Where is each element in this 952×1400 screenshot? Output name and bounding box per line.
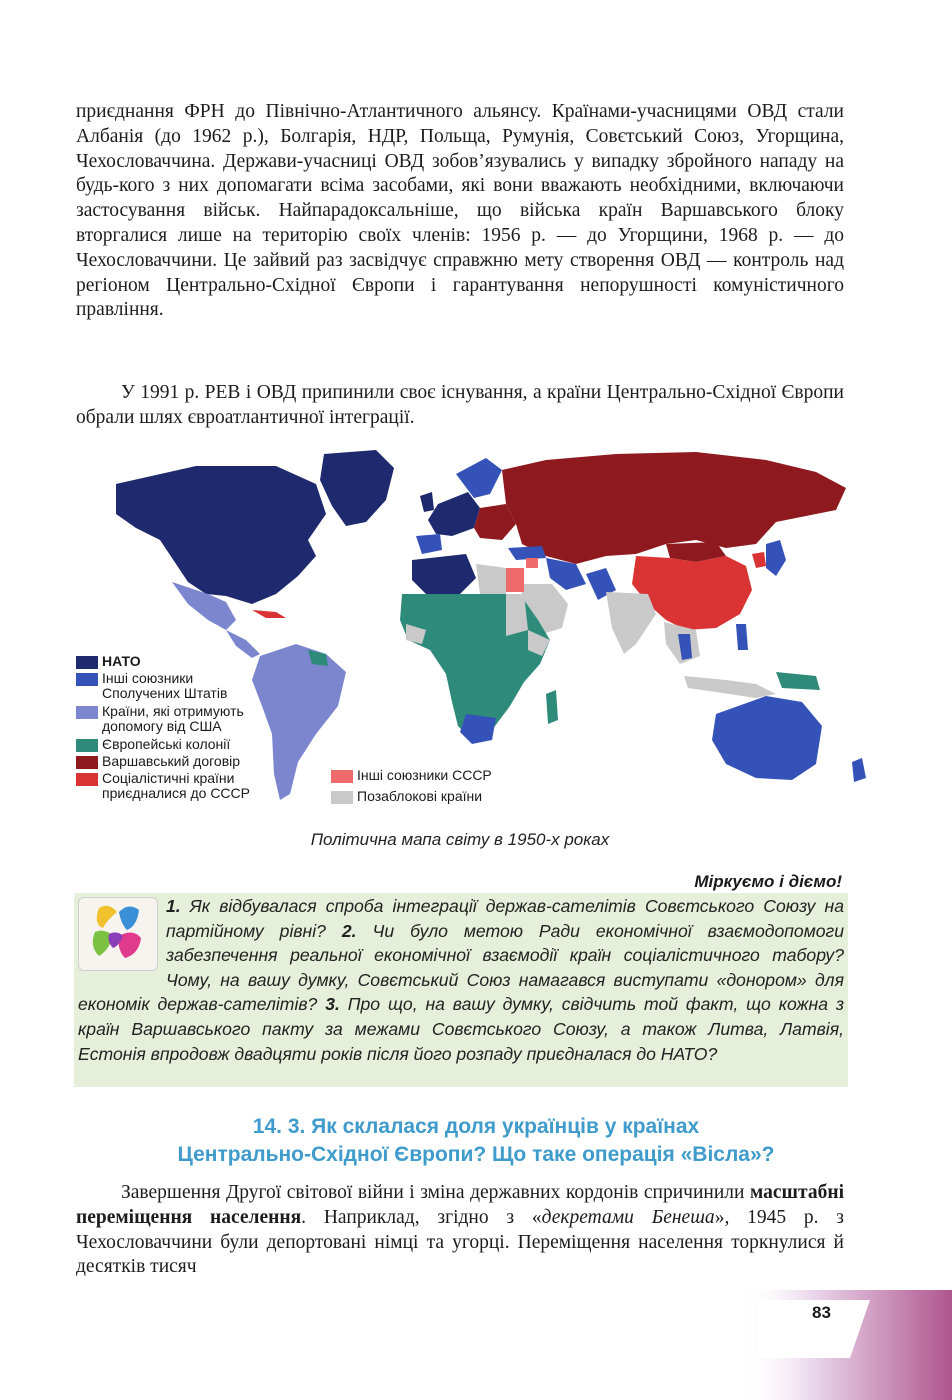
legend-label: Інші союзники Сполучених Штатів: [102, 670, 228, 701]
exercise-title: Міркуємо і діємо!: [694, 872, 842, 891]
legend-label: Європейські колонії: [102, 736, 231, 752]
legend-label: НАТО: [102, 653, 141, 669]
section-heading-line: Центрально-Східної Європи? Що таке операція «Вісла»?: [177, 1143, 775, 1166]
question-1: Як відбувалася спроба інтеграції держав-сателітів Совєтського Союзу на партійному рівні?: [166, 896, 844, 941]
bold-phrase: масштабні переміщення населення: [76, 1182, 844, 1228]
section-heading-line: 14. 3. Як склалася доля українців у країнах: [252, 1115, 700, 1138]
question-2: Чи було метою Ради економічної взаємодопомоги забезпечення реальної економічної взаємодії країн соціалістичного табору? Чому, на вашу думку, Совєтський Союз намагався виступати «донором» для економік держав-сателітів?: [78, 920, 845, 1015]
page-number: 83: [812, 1303, 831, 1322]
legend-label: Варшавський договір: [102, 753, 241, 769]
question-number: 1.: [166, 896, 181, 916]
paragraph-text: У 1991 р. РЕВ і ОВД припинили своє існування, а країни Центрально-Східної Європи обрали шлях євроатлантичної інтеграції.: [76, 382, 844, 428]
paragraph-text: . Наприклад, згідно з «: [301, 1206, 542, 1228]
legend-label: Країни, які отримують допомогу від США: [102, 703, 244, 734]
paragraph-text: приєднання ФРН до Північно-Атлантичного альянсу. Країнами-учасницями ОВД стали Албанія (до 1962 р.), Болгарія, НДР, Польща, Румунія, Совєтський Союз, Угорщина, Чехословаччина. Держави-учасниці ОВД зобов’язувались у випадку збройного нападу на будь-кого з них допомагати всіма засобами, які вони вважають необхідними, включаючи застосування військ. Найпарадоксальніше, що війська країн Варшавського блоку вторгалися лише на територію своїх членів: 1956 р. — до Угорщини, 1968 р. — до Чехословаччини. Це зайвий раз засвідчує справжню мету створення ОВД — контроль над регіоном Центрально-Східної Європи і гарантування непорушності комуністичного правління.: [76, 101, 844, 321]
legend-label: Соціалістичні країни приєдналися до СССР: [102, 770, 250, 801]
paragraph-text: Завершення Другої світової війни і зміна державних кордонів спричинили: [121, 1182, 750, 1203]
legend-label: Позаблокові країни: [357, 788, 483, 804]
legend-label: Інші союзники СССР: [357, 767, 492, 783]
question-number: 2.: [341, 920, 357, 941]
question-number: 3.: [325, 994, 340, 1015]
map-caption: Політична мапа світу в 1950-х роках: [310, 830, 610, 849]
question-3: Про що, на вашу думку, свідчить той факт, що кожна з країн Варшавського пакту за межами Совєтського Союзу, а також Литва, Латвія, Естонія впродовж двадцяти років після його розпаду приєдналася до НАТО?: [78, 994, 845, 1064]
italic-phrase: декретами Бенеша: [541, 1206, 715, 1228]
paragraph-text: », 1945 р. з Чехословаччини були депортовані німці та угорці. Переміщення населення торкнулися й десятків тисяч: [76, 1206, 845, 1278]
